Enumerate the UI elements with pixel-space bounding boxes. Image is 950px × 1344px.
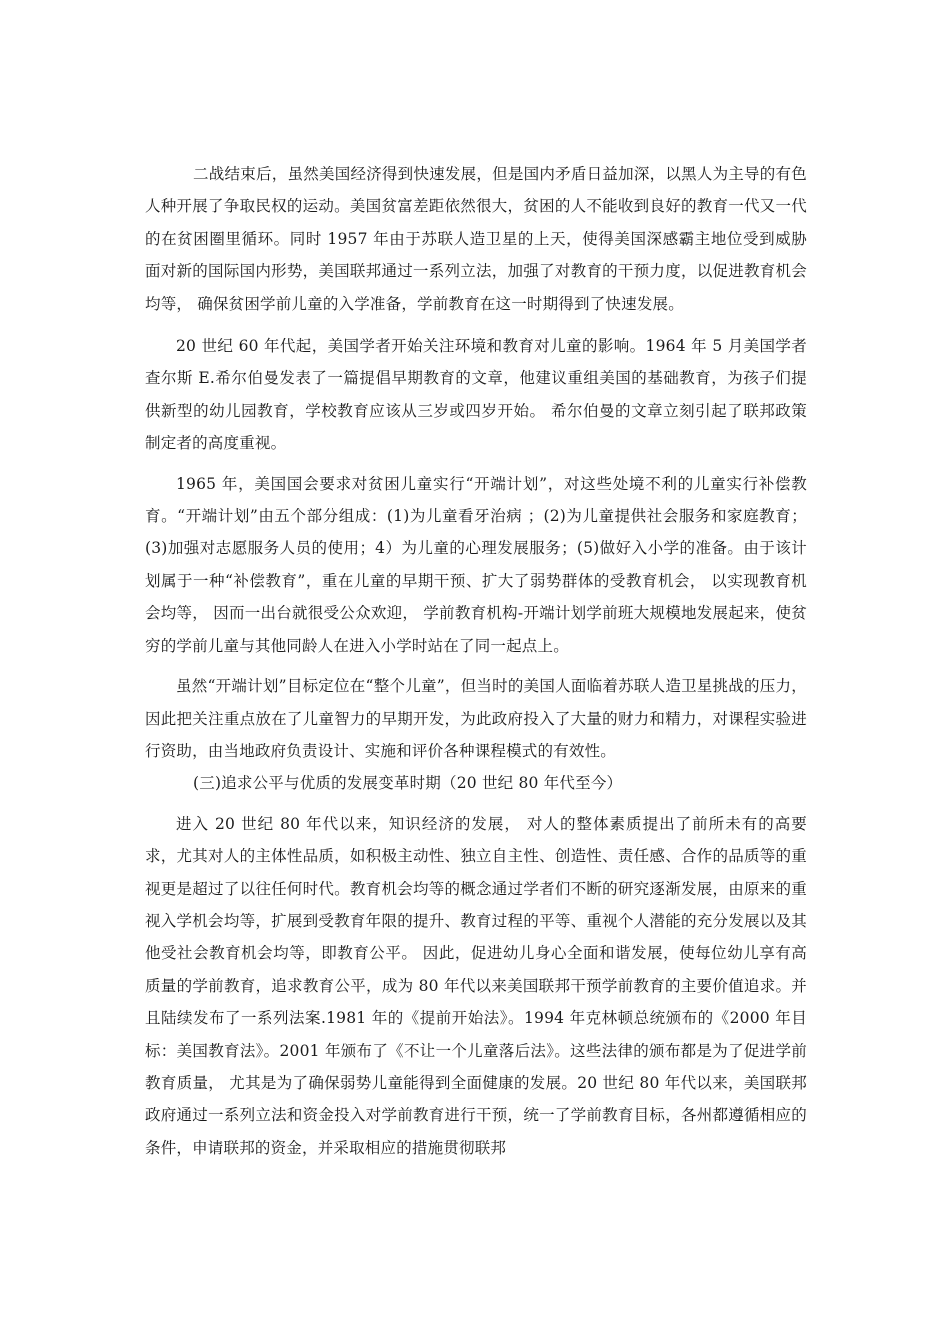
section-heading: (三)追求公平与优质的发展变革时期（20 世纪 80 年代至今） — [193, 774, 623, 793]
document-page — [145, 158, 807, 1164]
paragraph-1980s: 进入 20 世纪 80 年代以来，知识经济的发展， 对人的整体素质提出了前所未有的高要求，尤其对人的主体性品质，如积极主动性、独立自主性、创造性、责任感、合作的品质等的重视更是超过了以往任何时代。教育机会均等的概念通过学者们不断的研究逐渐发展，由原来的重视入学机会均等，扩展到受教育年限的提升、教育过程的平等、重视个人潜能的充分发展以及其他受社会教育机会均等，即教育公平。 因此，促进幼儿身心全面和谐发展，使每位幼儿享有高质量的学前教育，追求教育公平，成为 80 年代以来美国联邦干预学前教育的主要价值追求。并且陆续发布了一系列法案.1981 年的《提前开始法》。1994 年克林顿总统颁布的《2000 年目标：美国教育法》。2001 年颁布了《不让一个儿童落后法》。这些法律的颁布都是为了促进学前教育质量， 尤其是为了确保弱势儿童能得到全面健康的发展。20 世纪 80 年代以来，美国联邦政府通过一系列立法和资金投入对学前教育进行干预，统一了学前教育目标，各州都遵循相应的条件，申请联邦的资金，并采取相应的措施贯彻联邦 — [145, 814, 807, 1157]
paragraph-postwar: 二战结束后，虽然美国经济得到快速发展，但是国内矛盾日益加深，以黑人为主导的有色人种开展了争取民权的运动。美国贫富差距依然很大，贫困的人不能收到良好的教育一代又一代的在贫困圈里循环。同时 1957 年由于苏联人造卫星的上天，使得美国深感霸主地位受到威胁面对新的国际国内形势，美国联邦通过一系列立法，加强了对教育的干预力度，以促进教育机会均等， 确保贫困学前儿童的入学准备，学前教育在这一时期得到了快速发展。 — [145, 165, 807, 313]
paragraph-1960s: 20 世纪 60 年代起，美国学者开始关注环境和教育对儿童的影响。1964 年 5 月美国学者查尔斯 E.希尔伯曼发表了一篇提倡早期教育的文章，他建议重组美国的基础教育，为孩子们提供新型的幼儿园教育，学校教育应该从三岁或四岁开始。 希尔伯曼的文章立刻引起了联邦政策制定者的高度重视。 — [145, 337, 807, 453]
paragraph-whole-child: 虽然“开端计划”目标定位在“整个儿童”，但当时的美国人面临着苏联人造卫星挑战的压力，因此把关注重点放在了儿童智力的早期开发，为此政府投入了大量的财力和精力，对课程实验进行资助，由当地政府负责设计、实施和评价各种课程模式的有效性。 — [145, 677, 807, 760]
paragraph-head-start: 1965 年，美国国会要求对贫困儿童实行“开端计划”，对这些处境不利的儿童实行补偿教育。“开端计划”由五个部分组成：(1)为儿童看牙治病 ；(2)为儿童提供社会服务和家庭教育；(3)加强对志愿服务人员的使用；4）为儿童的心理发展服务；(5)做好入小学的准备。由于该计划属于一种“补偿教育”，重在儿童的早期干预、扩大了弱势群体的受教育机会， 以实现教育机会均等， 因而一出台就很受公众欢迎， 学前教育机构-开端计划学前班大规模地发展起来，使贫穷的学前儿童与其他同龄人在进入小学时站在了同一起点上。 — [145, 474, 807, 655]
